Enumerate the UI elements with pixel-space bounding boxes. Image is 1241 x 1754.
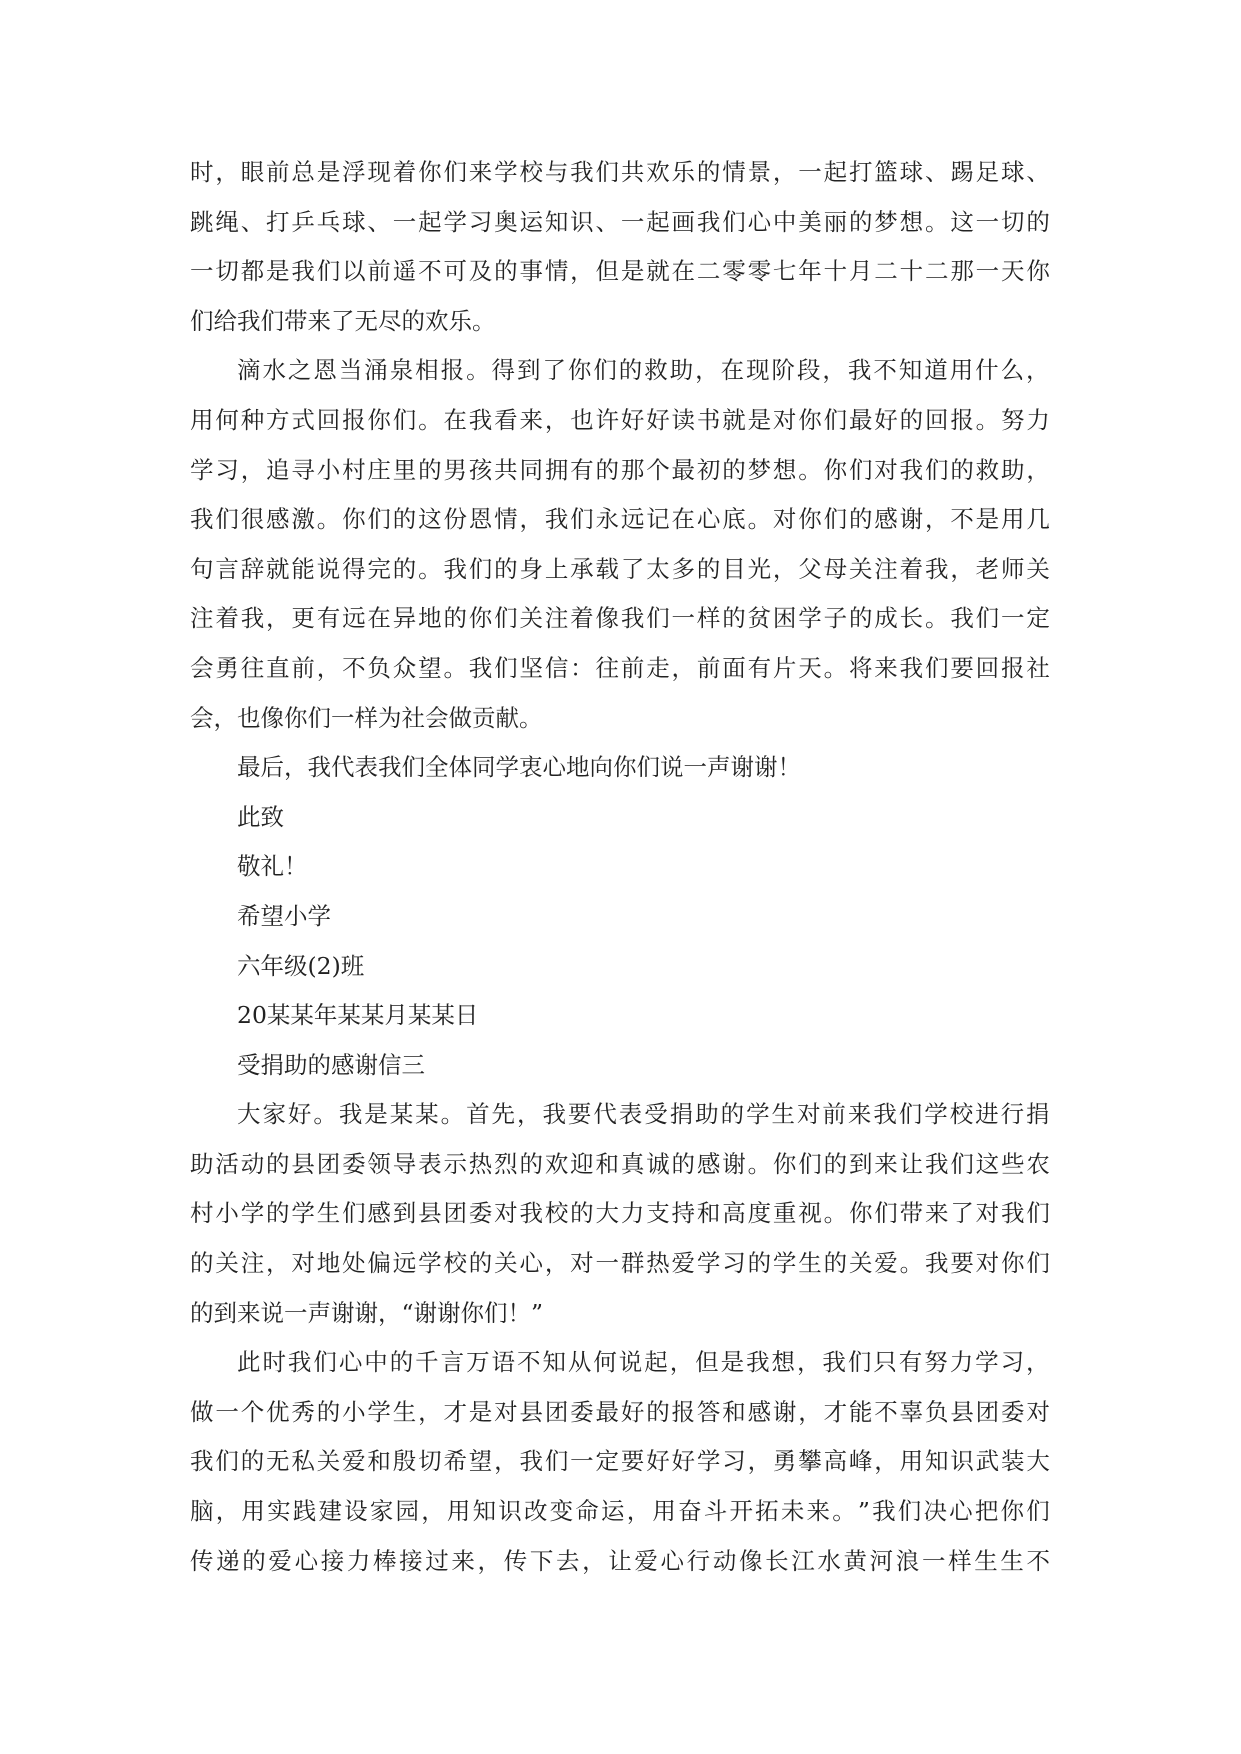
- text-line: 滴 水 之 恩 当 涌 泉 相 报 。 得 到 了 你 们 的 救 助 ， 在 现 阶 段 ， 我 不 知 道 用 什 么 ，: [237, 356, 1050, 385]
- signature-date: 20某某年某某月某某日: [237, 1001, 479, 1030]
- text-line: 们给我们带来了无尽的欢乐。: [190, 306, 496, 335]
- text-line: 会，也像你们一样为社会做贡献。: [190, 703, 543, 732]
- text-line: 最后，我代表我们全体同学衷心地向你们说一声谢谢！: [237, 753, 801, 782]
- salutation-line: 敬礼！: [237, 852, 308, 881]
- text-line: 跳 绳 、 打 乒 乓 球 、 一 起 学 习 奥 运 知 识 、 一 起 画 我 们 心 中 美 丽 的 梦 想 。 这 一 切 的: [190, 207, 1050, 236]
- text-line: 注 着 我 ， 更 有 远 在 异 地 的 你 们 关 注 着 像 我 们 一 样 的 贫 困 学 子 的 成 长 。 我 们 一 定: [190, 604, 1050, 633]
- salutation-line: 此致: [237, 802, 284, 831]
- text-line: 一 切 都 是 我 们 以 前 遥 不 可 及 的 事 情 ， 但 是 就 在 二 零 零 七 年 十 月 二 十 二 那 一 天 你: [190, 257, 1050, 286]
- text-line: 村 小 学 的 学 生 们 感 到 县 团 委 对 我 校 的 大 力 支 持 和 高 度 重 视 。 你 们 带 来 了 对 我 们: [190, 1199, 1050, 1228]
- text-line: 会 勇 往 直 前 ， 不 负 众 望 。 我 们 坚 信 ： 往 前 走 ， 前 面 有 片 天 。 将 来 我 们 要 回 报 社: [190, 653, 1050, 682]
- text-line: 助 活 动 的 县 团 委 领 导 表 示 热 烈 的 欢 迎 和 真 诚 的 感 谢 。 你 们 的 到 来 让 我 们 这 些 农: [190, 1149, 1050, 1178]
- signature-school: 希望小学: [237, 901, 331, 930]
- signature-class: 六年级(2)班: [237, 951, 365, 980]
- text-line: 我 们 很 感 激 。 你 们 的 这 份 恩 情 ， 我 们 永 远 记 在 心 底 。 对 你 们 的 感 谢 ， 不 是 用 几: [190, 505, 1050, 534]
- text-line: 我 们 的 无 私 关 爱 和 殷 切 希 望 ， 我 们 一 定 要 好 好 学 习 ， 勇 攀 高 峰 ， 用 知 识 武 装 大: [190, 1447, 1050, 1476]
- text-line: 的 关 注 ， 对 地 处 偏 远 学 校 的 关 心 ， 对 一 群 热 爱 学 习 的 学 生 的 关 爱 。 我 要 对 你 们: [190, 1249, 1050, 1278]
- text-line: 脑 ， 用 实 践 建 设 家 园 ， 用 知 识 改 变 命 运 ， 用 奋 斗 开 拓 未 来 。 ” 我 们 决 心 把 你 们: [190, 1497, 1050, 1526]
- letter-body: [190, 148, 1050, 1586]
- text-line: 用 何 种 方 式 回 报 你 们 。 在 我 看 来 ， 也 许 好 好 读 书 就 是 对 你 们 最 好 的 回 报 。 努 力: [190, 405, 1050, 434]
- text-line: 的到来说一声谢谢，“谢谢你们！”: [190, 1298, 544, 1327]
- text-line: 学 习 ， 追 寻 小 村 庄 里 的 男 孩 共 同 拥 有 的 那 个 最 初 的 梦 想 。 你 们 对 我 们 的 救 助 ，: [190, 455, 1050, 484]
- text-line: 句 言 辞 就 能 说 得 完 的 。 我 们 的 身 上 承 载 了 太 多 的 目 光 ， 父 母 关 注 着 我 ， 老 师 关: [190, 554, 1050, 583]
- text-line: 传 递 的 爱 心 接 力 棒 接 过 来 ， 传 下 去 ， 让 爱 心 行 动 像 长 江 水 黄 河 浪 一 样 生 生 不: [190, 1546, 1050, 1575]
- text-line: 此 时 我 们 心 中 的 千 言 万 语 不 知 从 何 说 起 ， 但 是 我 想 ， 我 们 只 有 努 力 学 习 ，: [237, 1348, 1050, 1377]
- section-title: 受捐助的感谢信三: [237, 1050, 425, 1079]
- text-line: 时 ， 眼 前 总 是 浮 现 着 你 们 来 学 校 与 我 们 共 欢 乐 的 情 景 ， 一 起 打 篮 球 、 踢 足 球 、: [190, 158, 1050, 186]
- text-line: 做 一 个 优 秀 的 小 学 生 ， 才 是 对 县 团 委 最 好 的 报 答 和 感 谢 ， 才 能 不 辜 负 县 团 委 对: [190, 1397, 1050, 1426]
- text-line: 大 家 好 。 我 是 某 某 。 首 先 ， 我 要 代 表 受 捐 助 的 学 生 对 前 来 我 们 学 校 进 行 捐: [237, 1100, 1050, 1129]
